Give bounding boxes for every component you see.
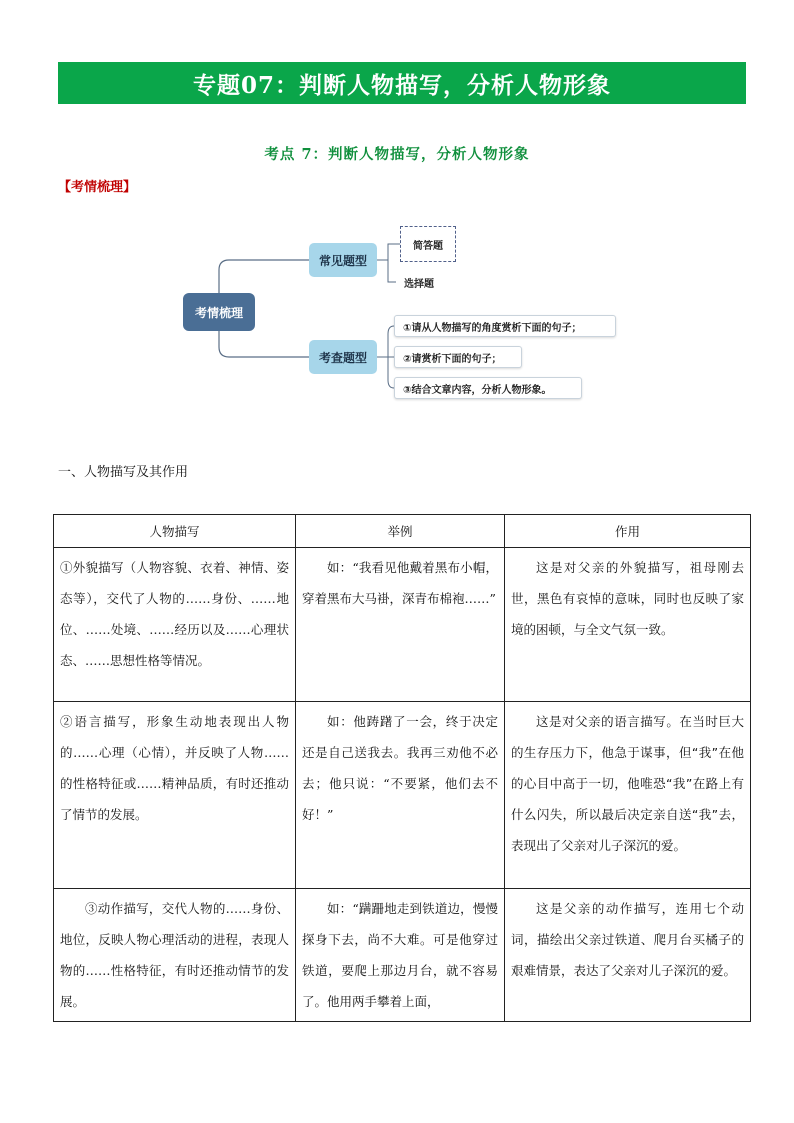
section-tag: 【考情梳理】 [58, 180, 137, 195]
mindmap-leaf-short-answer: 简答题 [400, 226, 456, 262]
table-cell-example: 如：“蹒跚地走到铁道边，慢慢探身下去，尚不大难。可是他穿过铁道，要爬上那边月台，就不容易了。他用两手攀着上面， [296, 889, 505, 1022]
mindmap-leaf-multiple-choice: 选择题 [396, 272, 446, 292]
table-row [54, 889, 751, 1022]
table-row [54, 548, 751, 702]
table-header-cell: 作用 [505, 515, 751, 548]
mindmap-leaf-question-3: ③结合文章内容，分析人物形象。 [394, 377, 582, 399]
table-header-row [54, 515, 751, 548]
mindmap-branch-exam: 考查题型 [309, 340, 377, 374]
table-cell-example: 如：“我看见他戴着黑布小帽，穿着黑布大马褂，深青布棉袍……” [296, 548, 505, 702]
mindmap-leaf-question-2: ②请赏析下面的句子； [394, 346, 522, 368]
table-header-cell: 举例 [296, 515, 505, 548]
section-heading: 一、人物描写及其作用 [58, 465, 189, 480]
mindmap-branch-common: 常见题型 [309, 243, 377, 277]
description-table [53, 514, 751, 1022]
table-header-cell: 人物描写 [54, 515, 296, 548]
table-cell-desc: ②语言描写，形象生动地表现出人物的……心理（心情），并反映了人物……的性格特征或……精神品质，有时还推动了情节的发展。 [54, 702, 296, 889]
banner-title: 专题07：判断人物描写，分析人物形象 [192, 71, 611, 99]
table-cell-effect: 这是父亲的动作描写，连用七个动词，描绘出父亲过铁道、爬月台买橘子的艰难情景，表达了父亲对儿子深沉的爱。 [505, 889, 751, 1022]
table-row [54, 702, 751, 889]
page-subtitle: 考点 7：判断人物描写，分析人物形象 [264, 146, 530, 163]
mindmap-root: 考情梳理 [183, 293, 255, 331]
table-cell-desc: ①外貌描写（人物容貌、衣着、神情、姿态等），交代了人物的……身份、……地位、……处境、……经历以及……心理状态、……思想性格等情况。 [54, 548, 296, 702]
table-cell-desc: ③动作描写，交代人物的……身份、地位，反映人物心理活动的进程，表现人物的……性格特征，有时还推动情节的发展。 [54, 889, 296, 1022]
table-cell-effect: 这是对父亲的语言描写。在当时巨大的生存压力下，他急于谋事，但“我”在他的心目中高于一切，他唯恐“我”在路上有什么闪失，所以最后决定亲自送“我”去，表现出了父亲对儿子深沉的爱。 [505, 702, 751, 889]
mindmap-leaf-question-1: ①请从人物描写的角度赏析下面的句子； [394, 315, 616, 337]
table-cell-effect: 这是对父亲的外貌描写，祖母刚去世，黑色有哀悼的意味，同时也反映了家境的困顿，与全文气氛一致。 [505, 548, 751, 702]
table-cell-example: 如：他踌躇了一会，终于决定还是自己送我去。我再三劝他不必去；他只说：“不要紧，他们去不好！” [296, 702, 505, 889]
mindmap [0, 0, 794, 420]
